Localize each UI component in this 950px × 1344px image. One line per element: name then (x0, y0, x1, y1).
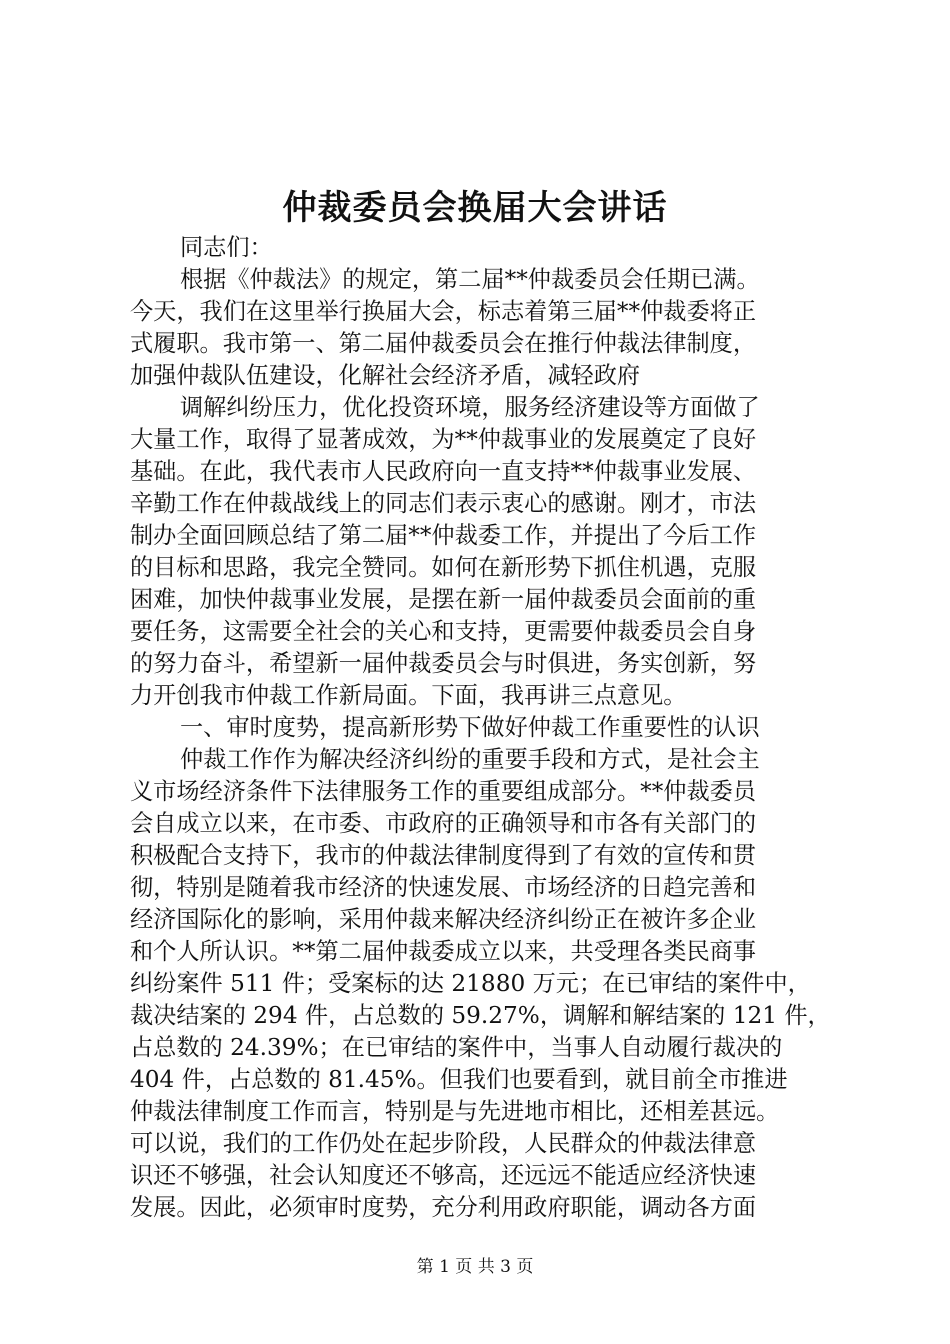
body-line: 识还不够强，社会认知度还不够高，还远远不能适应经济快速 (130, 1162, 757, 1189)
body-line: 义市场经济条件下法律服务工作的重要组成部分。**仲裁委员 (130, 778, 757, 805)
body-line: 制办全面回顾总结了第二届**仲裁委工作，并提出了今后工作 (130, 522, 757, 549)
body-line: 的努力奋斗，希望新一届仲裁委员会与时俱进，务实创新，努 (130, 650, 757, 677)
body-line: 加强仲裁队伍建设，化解社会经济矛盾，减轻政府 (130, 362, 641, 389)
body-line: 彻，特别是随着我市经济的快速发展、市场经济的日趋完善和 (130, 874, 757, 901)
body-line: 大量工作，取得了显著成效，为**仲裁事业的发展奠定了良好 (130, 426, 757, 453)
body-line: 经济国际化的影响，采用仲裁来解决经济纠纷正在被许多企业 (130, 906, 757, 933)
body-line: 积极配合支持下，我市的仲裁法律制度得到了有效的宣传和贯 (130, 842, 757, 869)
body-line: 要任务，这需要全社会的关心和支持，更需要仲裁委员会自身 (130, 618, 757, 645)
body-line: 式履职。我市第一、第二届仲裁委员会在推行仲裁法律制度， (130, 330, 757, 357)
body-line: 辛勤工作在仲裁战线上的同志们表示衷心的感谢。刚才，市法 (130, 490, 757, 517)
body-line: 今天，我们在这里举行换届大会，标志着第三届**仲裁委将正 (130, 298, 757, 325)
section-heading: 一、审时度势，提高新形势下做好仲裁工作重要性的认识 (180, 714, 760, 741)
body-line: 404 件，占总数的 81.45%。但我们也要看到，就目前全市推进 (130, 1066, 788, 1093)
document-body (130, 232, 830, 1224)
body-line: 可以说，我们的工作仍处在起步阶段，人民群众的仲裁法律意 (130, 1130, 757, 1157)
body-line: 发展。因此，必须审时度势，充分利用政府职能，调动各方面 (130, 1194, 757, 1221)
body-line: 的目标和思路，我完全赞同。如何在新形势下抓住机遇，克服 (130, 554, 757, 581)
body-line: 根据《仲裁法》的规定，第二届**仲裁委员会任期已满。 (180, 266, 760, 293)
body-line: 占总数的 24.39%；在已审结的案件中，当事人自动履行裁决的 (130, 1034, 783, 1061)
body-line: 仲裁工作作为解决经济纠纷的重要手段和方式，是社会主 (180, 746, 760, 773)
body-line: 会自成立以来，在市委、市政府的正确领导和市各有关部门的 (130, 810, 757, 837)
body-line: 基础。在此，我代表市人民政府向一直支持**仲裁事业发展、 (130, 458, 757, 485)
body-line: 调解纠纷压力，优化投资环境，服务经济建设等方面做了 (180, 394, 760, 421)
body-line: 力开创我市仲裁工作新局面。下面，我再讲三点意见。 (130, 682, 687, 709)
body-line: 纠纷案件 511 件；受案标的达 21880 万元；在已审结的案件中， (130, 970, 811, 997)
page-footer: 第 1 页 共 3 页 (416, 1257, 534, 1277)
document-title: 仲裁委员会换届大会讲话 (282, 188, 668, 228)
body-line: 仲裁法律制度工作而言，特别是与先进地市相比，还相差甚远。 (130, 1098, 780, 1125)
body-line: 困难，加快仲裁事业发展，是摆在新一届仲裁委员会面前的重 (130, 586, 757, 613)
body-line: 和个人所认识。**第二届仲裁委成立以来，共受理各类民商事 (130, 938, 757, 965)
salutation-line: 同志们： (180, 234, 273, 261)
body-line: 裁决结案的 294 件，占总数的 59.27%，调解和解结案的 121 件， (130, 1002, 831, 1029)
